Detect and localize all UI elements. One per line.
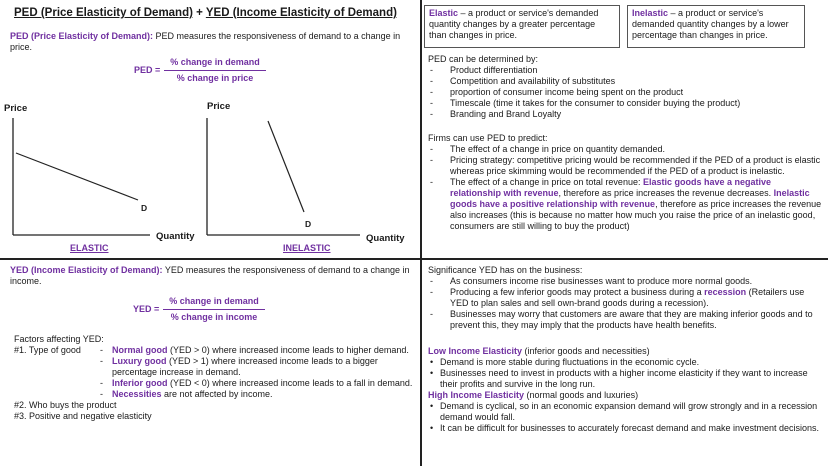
determinant-item: - Branding and Brand Loyalty <box>428 109 820 120</box>
factors-heading: Factors affecting YED: <box>14 334 104 344</box>
good-type-inferior <box>100 378 414 389</box>
determinant-item: - Product differentiation <box>428 65 820 76</box>
elastic-y-axis-label: Price <box>4 103 28 114</box>
inelastic-curve-label: D <box>305 219 312 229</box>
good-type-necessities <box>100 389 414 400</box>
yed-label: YED (Income Elasticity of Demand): <box>10 265 163 275</box>
determinant-item: - Competition and availability of substitutes <box>428 76 820 87</box>
title-yed: YED (Income Elasticity of Demand) <box>205 7 397 19</box>
yed-factors <box>14 334 414 422</box>
low-income-qualifier: (inferior goods and necessities) <box>522 346 650 356</box>
elastic-revenue-effect: , therefore as price increases the revenue decreases. <box>558 187 774 198</box>
elastic-curve-label: D <box>141 203 148 213</box>
good-type-desc: (YED < 0) where increased income leads to a fall in demand. <box>167 377 413 388</box>
elastic-definition-box <box>424 5 620 48</box>
title-ped: PED (Price Elasticity of Demand) <box>14 7 193 19</box>
elastic-box-text: – a product or service's demanded quantity changes by a greater percentage than changes in price. <box>429 8 599 40</box>
ped-determinants <box>428 54 820 120</box>
inelastic-box-text: – a product or service's demanded quantity changes by a lower percentage than changes in price. <box>632 8 789 40</box>
ped-predictions <box>428 133 824 232</box>
vertical-divider <box>420 0 422 466</box>
significance-item: - As consumers income rise businesses want to produce more normal goods. <box>428 276 824 287</box>
inelastic-revenue-relationship: Inelastic goods have a positive relationship with revenue <box>450 187 810 209</box>
good-type-name: Luxury good <box>112 355 167 366</box>
factor-2-label: #2. Who buys the product <box>14 399 117 410</box>
ped-formula-label: PED = <box>134 64 161 75</box>
good-types-list <box>100 345 414 400</box>
inelastic-definition-box <box>627 5 805 48</box>
ped-numerator: % change in demand <box>164 57 266 71</box>
low-income-term: Low Income Elasticity <box>428 346 523 356</box>
factor-1-label: #1. Type of good <box>14 344 81 355</box>
elastic-revenue-relationship: Elastic goods have a negative relationship with revenue <box>450 176 772 198</box>
yed-formula <box>133 296 265 323</box>
low-income-heading <box>428 346 824 357</box>
prediction-item: - The effect of a change in price on quantity demanded. <box>428 144 824 155</box>
good-type-desc: (YED > 1) where increased income leads to a bigger percentage increase in demand. <box>112 355 378 377</box>
ped-denominator: % change in price <box>176 72 254 83</box>
predictions-list <box>428 144 824 232</box>
high-income-qualifier: (normal goods and luxuries) <box>524 389 639 400</box>
inelastic-demand-curve <box>268 121 304 212</box>
ped-label: PED (Price Elasticity of Demand): <box>10 31 154 41</box>
yed-denominator: % change in income <box>170 311 258 322</box>
good-type-desc: (YED > 0) where increased income leads to higher demand. <box>167 344 409 355</box>
high-income-heading <box>428 390 824 401</box>
income-elasticity-notes <box>428 346 824 434</box>
good-type-name: Necessities <box>112 388 162 399</box>
significance-heading: Significance YED has on the business: <box>428 265 583 275</box>
low-income-item: • Businesses need to invest in products with a higher income elasticity if they want to increase their profits and survive in the long run. <box>428 368 824 390</box>
good-type-desc: are not affected by income. <box>161 388 273 399</box>
elastic-term: Elastic <box>429 8 459 18</box>
elastic-demand-curve <box>16 153 138 200</box>
high-income-item: • It can be difficult for businesses to accurately forecast demand and make investment decisions. <box>428 423 824 434</box>
high-income-term: High Income Elasticity <box>428 389 525 400</box>
yed-definition-text: YED measures the responsiveness of demand to a change in income. <box>10 265 410 286</box>
factor-3-label: #3. Positive and negative elasticity <box>14 410 152 421</box>
factor-type-of-good <box>14 345 414 400</box>
significance-item: - Businesses may worry that customers are aware that they are making inferior goods and to prevent this, they may imply that the products have health benefits. <box>428 309 824 331</box>
determinant-item: - proportion of consumer income being spent on the product <box>428 87 820 98</box>
yed-significance <box>428 265 824 331</box>
recession-detail: (Retailers use YED to plan sales and sell own-brand goods during a recession). <box>450 286 805 308</box>
yed-numerator: % change in demand <box>163 296 265 310</box>
yed-formula-label: YED = <box>133 303 160 314</box>
inelastic-x-axis-label: Quantity <box>366 233 405 244</box>
good-type-name: Inferior good <box>112 377 168 388</box>
yed-fraction <box>163 296 265 323</box>
inelastic-caption: INELASTIC <box>283 243 331 253</box>
high-income-item: • Demand is cyclical, so in an economic expansion demand will grow strongly and in a recession demand would fall. <box>428 401 824 423</box>
significance-item-recession <box>428 287 824 309</box>
right-horizontal-divider <box>420 258 828 260</box>
good-type-normal <box>100 345 414 356</box>
determinants-heading: PED can be determined by: <box>428 54 539 64</box>
low-income-item: • Demand is more stable during fluctuations in the economic cycle. <box>428 357 824 368</box>
prediction-item-revenue <box>428 177 824 232</box>
ped-definition-text: PED measures the responsiveness of demand to a change in price. <box>10 31 401 52</box>
elastic-x-axis-label: Quantity <box>156 231 195 242</box>
low-income-list <box>428 357 824 390</box>
revenue-intro: The effect of a change in price on total revenue: <box>450 176 643 187</box>
good-type-name: Normal good <box>112 344 168 355</box>
yed-definition <box>10 265 412 287</box>
determinants-list <box>428 65 820 120</box>
inelastic-revenue-effect: , therefore as price increases the revenue also increases (this is because no matter how much you raise the price of an inelastic good, consumers are still willing to buy the product) <box>450 198 822 231</box>
title-plus: + <box>192 7 206 19</box>
recession-term: recession <box>704 286 747 297</box>
recession-intro: Producing a few inferior goods may protect a business during a <box>450 286 705 297</box>
prediction-item: - Pricing strategy: competitive pricing would be recommended if the PED of a product is elastic whereas price skimming would be recommended if the PED of a product is inelastic. <box>428 155 824 177</box>
determinant-item: - Timescale (time it takes for the consumer to consider buying the product) <box>428 98 820 109</box>
predictions-heading: Firms can use PED to predict: <box>428 133 548 143</box>
elastic-demand-graph <box>0 0 420 260</box>
good-type-luxury <box>100 356 414 378</box>
high-income-list <box>428 401 824 434</box>
inelastic-y-axis-label: Price <box>207 101 231 112</box>
significance-list <box>428 276 824 331</box>
inelastic-term: Inelastic <box>632 8 669 18</box>
elastic-caption: ELASTIC <box>70 243 109 253</box>
